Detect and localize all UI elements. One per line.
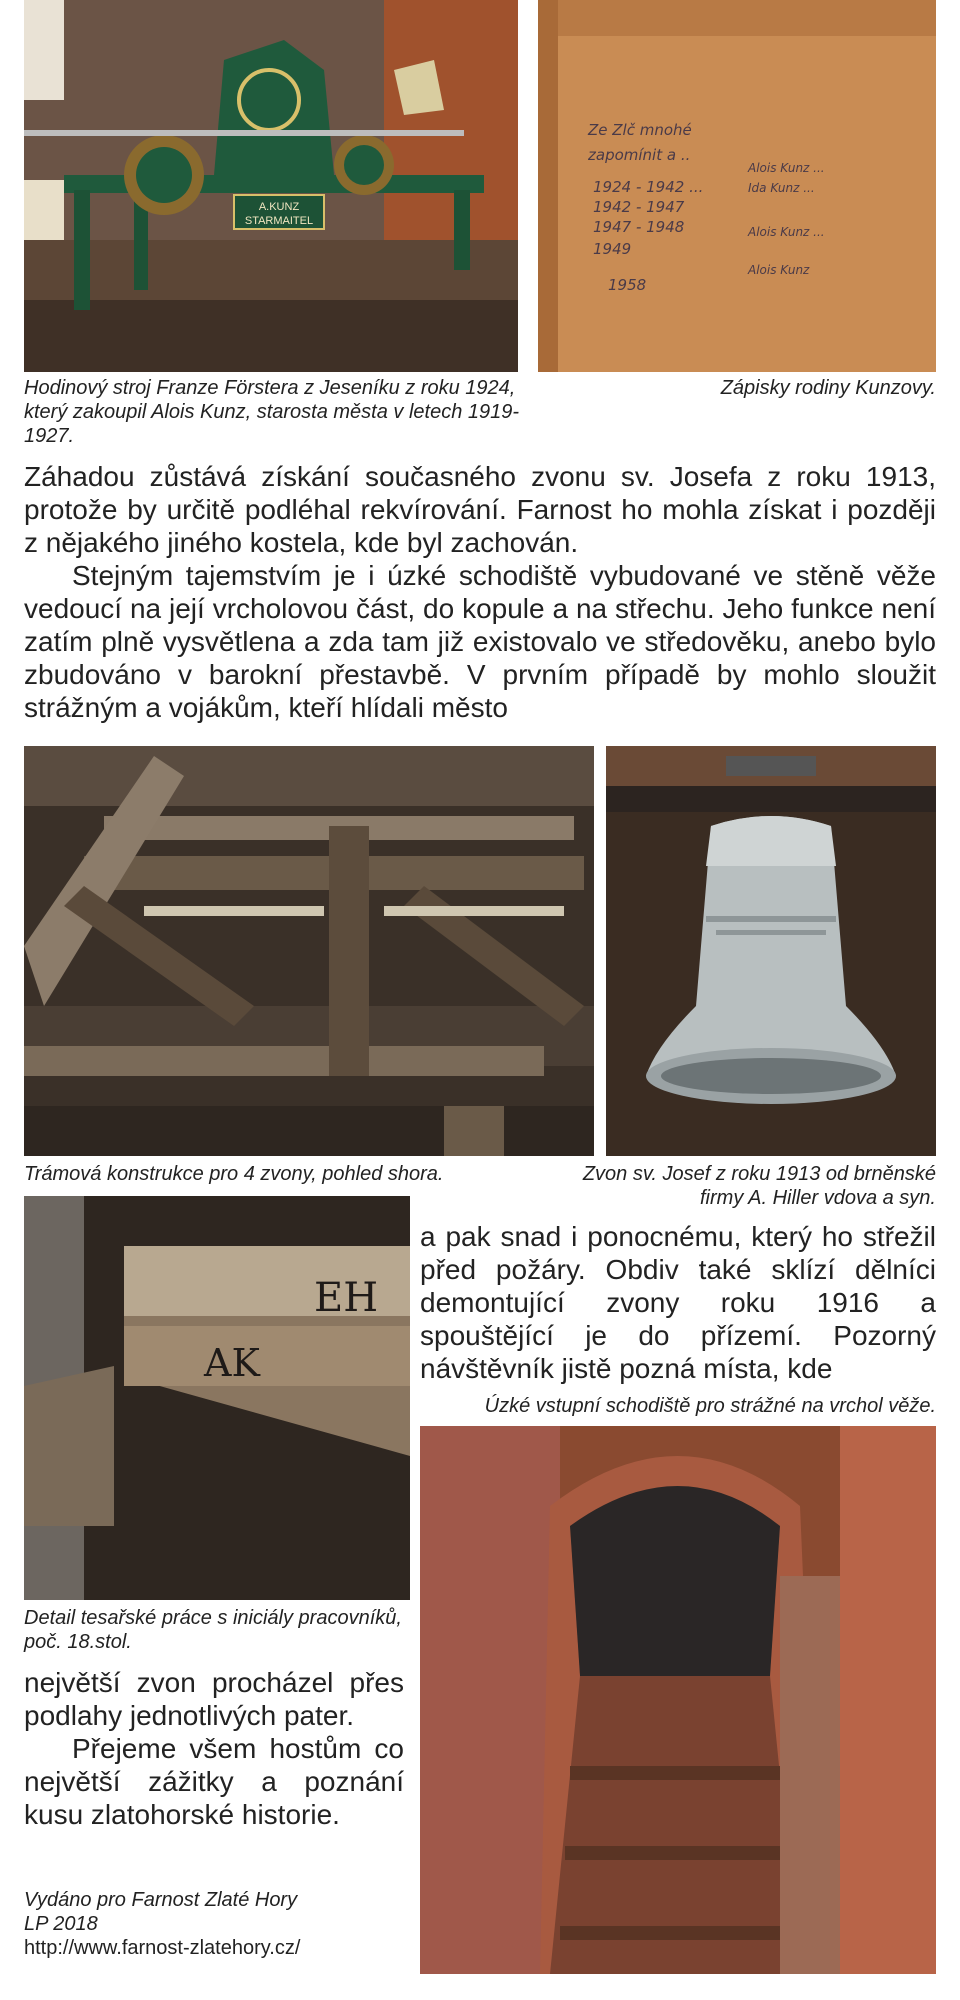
note-line-4: 1942 - 1947 — [593, 198, 685, 216]
footer — [24, 1888, 404, 1960]
beams-photo — [24, 746, 594, 1156]
bottom-paragraph-1: největší zvon procházel přes podlahy jednotlivých pater. — [24, 1667, 404, 1731]
notes-photo — [538, 0, 936, 372]
note-right-1: Alois Kunz ... — [748, 161, 825, 175]
note-right-2: Ida Kunz ... — [748, 181, 815, 195]
note-line-5: 1947 - 1948 — [593, 218, 685, 236]
note-line-1: Ze Zlč mnohé — [588, 121, 692, 139]
middle-text: a pak snad i ponocnému, který ho střežil před požáry. Obdiv také sklízí dělníci demontující zvony roku 1916 a spouštějící je do přízemí. Pozorný návštěvník jistě pozná místa, kde — [420, 1221, 936, 1384]
top-paragraph-1: Záhadou zůstává získání současného zvonu sv. Josefa z roku 1913, protože by určitě podléhal rekvírování. Farnost ho mohla získat i později z nějakého jiného kostela, kde byl zachován. — [24, 461, 936, 558]
carving-eh: EH — [314, 1275, 379, 1321]
note-line-3: 1924 - 1942 ... — [593, 178, 704, 196]
clock-plate-text: A.KUNZ — [258, 201, 300, 213]
note-right-4: Alois Kunz — [748, 263, 810, 277]
carpentry-caption: Detail tesařské práce s iniciály pracovníků, poč. 18.stol. — [24, 1607, 402, 1653]
carving-ak: AK — [204, 1341, 260, 1385]
bottom-text — [24, 1666, 404, 1831]
bell-caption: Zvon sv. Josef z roku 1913 od brněnské firmy A. Hiller vdova a syn. — [582, 1163, 936, 1209]
clockwork-caption: Hodinový stroj Franze Förstera z Jeseníku z roku 1924, který zakoupil Alois Kunz, starosta města v letech 1919-1927. — [24, 377, 520, 447]
carpentry-photo — [24, 1196, 410, 1600]
note-line-2: zapomínit a .. — [588, 146, 691, 164]
note-line-7: 1958 — [608, 276, 647, 294]
stairs-caption: Úzké vstupní schodiště pro strážné na vrchol věže. — [484, 1395, 936, 1417]
footer-url[interactable]: http://www.farnost-zlatehory.cz/ — [24, 1937, 301, 1959]
bell-photo — [606, 746, 936, 1156]
bottom-paragraph-2: Přejeme všem hostům co největší zážitky a poznání kusu zlatohorské historie. — [24, 1733, 404, 1830]
footer-publisher: Vydáno pro Farnost Zlaté Hory — [24, 1889, 298, 1911]
footer-year: LP 2018 — [24, 1913, 98, 1935]
top-paragraph-2: Stejným tajemstvím je i úzké schodiště vybudované ve stěně věže vedoucí na její vrcholovou část, do kopule a na střechu. Jeho funkce není zatím plně vysvětlena a zda tam již existovalo ve středověku, anebo bylo zbudováno v barokní přestavbě. V prvním případě by mohlo sloužit strážným a vojákům, kteří hlídali město — [24, 560, 936, 723]
clock-plate-text-2: STARMAITEL — [244, 215, 314, 227]
note-right-3: Alois Kunz ... — [748, 225, 825, 239]
top-text — [24, 460, 936, 724]
beams-caption: Trámová konstrukce pro 4 zvony, pohled shora. — [24, 1163, 444, 1185]
note-line-6: 1949 — [593, 240, 632, 258]
clockwork-photo — [24, 0, 518, 372]
stairs-photo — [420, 1426, 936, 1974]
notes-caption: Zápisky rodiny Kunzovy. — [720, 377, 936, 399]
